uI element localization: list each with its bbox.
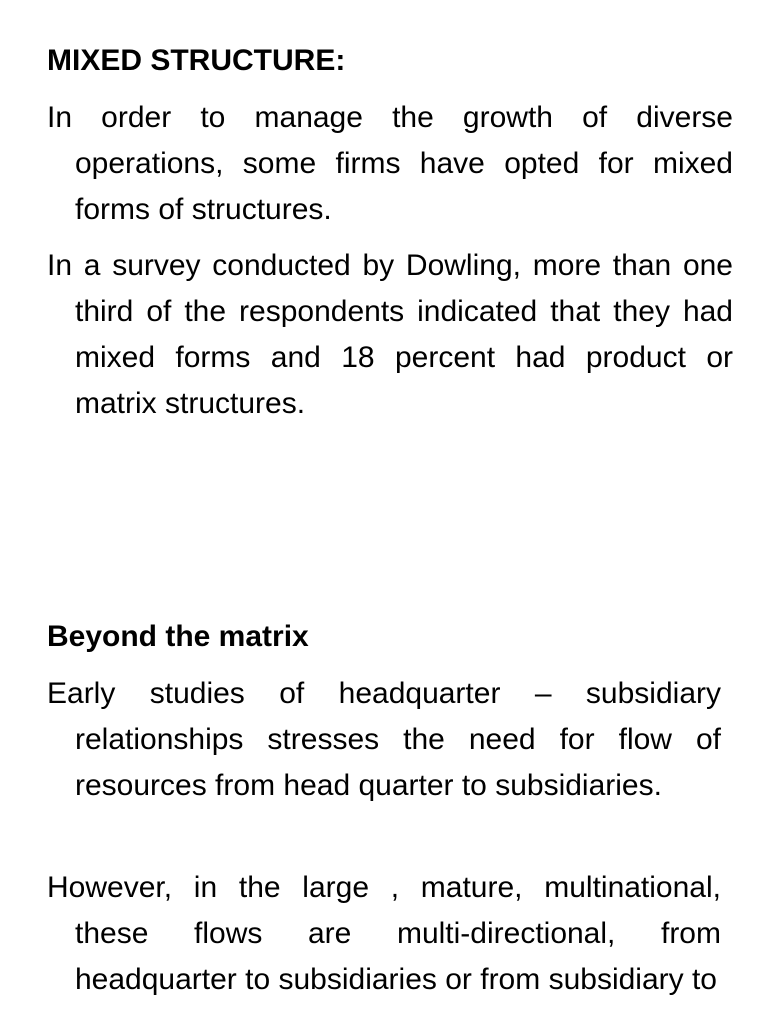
section-heading-beyond-matrix: Beyond the matrix bbox=[47, 620, 309, 653]
section-heading-mixed-structure: MIXED STRUCTURE: bbox=[47, 44, 346, 77]
paragraph-diverse-operations: In order to manage the growth of diverse operations, some firms have opted for mixed forms of structures. bbox=[47, 101, 733, 226]
paragraph-early-studies: Early studies of headquarter – subsidiary relationships stresses the need for flow of resources from head quarter to subsidiaries. bbox=[47, 677, 721, 802]
paragraph-multidirectional-flows: However, in the large , mature, multinational, these flows are multi-directional, from headquarter to subsidiaries or from subsidiary to bbox=[47, 871, 721, 996]
paragraph-dowling-survey: In a survey conducted by Dowling, more than one third of the respondents indicated that they had mixed forms and 18 percent had product or matrix structures. bbox=[47, 249, 733, 420]
